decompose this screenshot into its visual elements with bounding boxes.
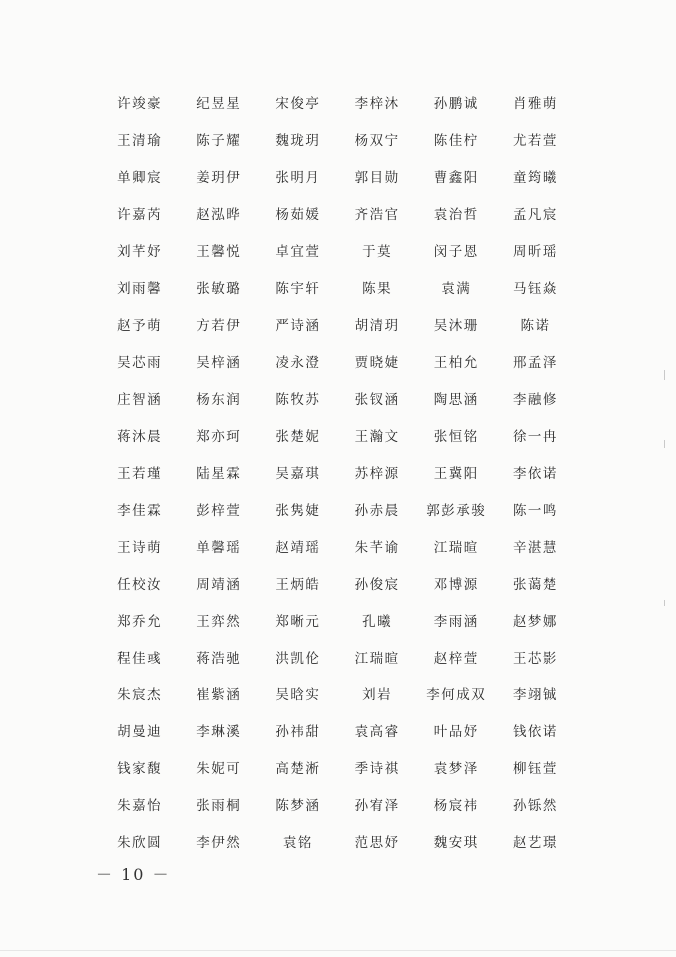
name-cell: 蒋浩驰 [196,650,242,667]
name-cell: 李梓沐 [354,96,400,113]
name-cell: 齐浩官 [354,207,400,224]
name-cell: 柳钰萱 [512,761,558,778]
name-list-grid [100,84,575,860]
name-cell: 王清瑜 [117,133,163,150]
name-cell: 钱依诺 [512,724,558,741]
name-cell: 王瀚文 [354,428,400,445]
name-cell: 李融修 [512,391,558,408]
name-row [100,158,575,195]
name-cell: 杨双宁 [354,133,400,150]
name-cell: 刘芊妤 [117,244,163,261]
name-cell: 钱家馥 [117,761,163,778]
name-cell: 朱妮可 [196,761,242,778]
name-cell: 魏安琪 [433,835,479,852]
name-cell: 赵艺璟 [512,835,558,852]
name-cell: 单卿宸 [117,170,163,187]
name-cell: 张蔼楚 [512,576,558,593]
name-cell: 王诗萌 [117,539,163,556]
name-cell: 孟凡宸 [512,207,558,224]
name-cell: 王柏允 [433,355,479,372]
name-cell: 江瑞暄 [433,539,479,556]
name-cell: 苏梓源 [354,465,400,482]
name-cell: 王若瑾 [117,465,163,482]
scan-edge-mark [664,440,665,448]
name-cell: 季诗祺 [354,761,400,778]
name-cell: 周昕瑶 [512,244,558,261]
name-row [100,343,575,380]
name-cell: 孔曦 [362,613,393,630]
name-cell: 辛湛慧 [512,539,558,556]
name-cell: 李佳霖 [117,502,163,519]
scan-edge-mark [664,600,665,606]
name-cell: 王冀阳 [433,465,479,482]
name-row [100,675,575,712]
name-row [100,601,575,638]
name-cell: 袁梦泽 [433,761,479,778]
name-cell: 张雨桐 [196,798,242,815]
name-cell: 崔紫涵 [196,687,242,704]
name-row [100,121,575,158]
name-cell: 郑晰元 [275,613,321,630]
name-row [100,823,575,860]
name-cell: 袁治哲 [433,207,479,224]
name-cell: 陈牧苏 [275,391,321,408]
name-cell: 张敏璐 [196,281,242,298]
name-cell: 李伊然 [196,835,242,852]
name-cell: 严诗涵 [275,318,321,335]
name-cell: 袁高睿 [354,724,400,741]
name-cell: 庄智涵 [117,391,163,408]
name-row [100,416,575,453]
name-cell: 孙俊宸 [354,576,400,593]
name-cell: 陈佳柠 [433,133,479,150]
name-cell: 陈果 [362,281,393,298]
name-cell: 赵予萌 [117,318,163,335]
name-row [100,269,575,306]
name-cell: 任校汝 [117,576,163,593]
name-cell: 吴梓涵 [196,355,242,372]
name-cell: 吴晗实 [275,687,321,704]
name-cell: 范思妤 [354,835,400,852]
name-cell: 郭彭承骏 [426,502,487,519]
name-cell: 邢孟泽 [512,355,558,372]
name-cell: 孙鹏诚 [433,96,479,113]
name-cell: 胡清玥 [354,318,400,335]
name-cell: 袁铭 [282,835,313,852]
name-cell: 姜玥伊 [196,170,242,187]
name-cell: 陆星霖 [196,465,242,482]
name-cell: 马钰焱 [512,281,558,298]
name-cell: 刘雨馨 [117,281,163,298]
name-cell: 袁满 [441,281,472,298]
name-cell: 于莫 [362,244,393,261]
name-cell: 赵梦娜 [512,613,558,630]
name-cell: 王馨悦 [196,244,242,261]
name-cell: 赵泓晔 [196,207,242,224]
name-row [100,638,575,675]
name-cell: 张钗涵 [354,391,400,408]
name-cell: 魏珑玥 [275,133,321,150]
name-cell: 王芯影 [512,650,558,667]
name-cell: 王弈然 [196,613,242,630]
name-cell: 郭目勋 [354,170,400,187]
name-cell: 邓博源 [433,576,479,593]
name-row [100,749,575,786]
name-cell: 陈诺 [520,318,551,335]
name-cell: 刘岩 [362,687,393,704]
name-row [100,490,575,527]
name-cell: 李何成双 [426,687,487,704]
name-cell: 陈一鸣 [512,502,558,519]
name-cell: 孙赤晨 [354,502,400,519]
name-cell: 肖雅萌 [512,96,558,113]
name-cell: 单馨瑶 [196,539,242,556]
name-cell: 李雨涵 [433,613,479,630]
name-cell: 李琳溪 [196,724,242,741]
name-cell: 凌永澄 [275,355,321,372]
name-cell: 宋俊亭 [275,96,321,113]
name-cell: 陈子耀 [196,133,242,150]
name-cell: 江瑞暄 [354,650,400,667]
name-cell: 闵子恩 [433,244,479,261]
scan-edge-mark [664,370,665,380]
name-cell: 彭梓萱 [196,502,242,519]
name-cell: 程佳彧 [117,650,163,667]
name-cell: 孙铄然 [512,798,558,815]
name-cell: 朱芊谕 [354,539,400,556]
name-cell: 陈梦涵 [275,798,321,815]
name-cell: 杨宸祎 [433,798,479,815]
name-cell: 朱宸杰 [117,687,163,704]
name-cell: 朱欣圆 [117,835,163,852]
name-cell: 王炳皓 [275,576,321,593]
name-row [100,564,575,601]
name-cell: 孙宥泽 [354,798,400,815]
name-cell: 张隽婕 [275,502,321,519]
name-cell: 叶品妤 [433,724,479,741]
name-cell: 卓宜萱 [275,244,321,261]
name-cell: 赵靖瑶 [275,539,321,556]
name-cell: 吴沐珊 [433,318,479,335]
name-row [100,380,575,417]
name-cell: 张明月 [275,170,321,187]
name-cell: 郑乔允 [117,613,163,630]
name-row [100,232,575,269]
name-row [100,453,575,490]
scan-bottom-edge [0,950,676,951]
name-cell: 郑亦珂 [196,428,242,445]
name-cell: 高楚淅 [275,761,321,778]
name-cell: 徐一冉 [512,428,558,445]
name-cell: 李依诺 [512,465,558,482]
name-cell: 杨茹媛 [275,207,321,224]
name-cell: 朱嘉怡 [117,798,163,815]
page-number: － 10 － [96,865,171,884]
name-cell: 张楚妮 [275,428,321,445]
name-cell: 陈宇轩 [275,281,321,298]
name-cell: 吴嘉琪 [275,465,321,482]
name-row [100,306,575,343]
name-cell: 张恒铭 [433,428,479,445]
name-cell: 尤若萱 [512,133,558,150]
name-row [100,527,575,564]
name-cell: 贾晓婕 [354,355,400,372]
name-cell: 蒋沐晨 [117,428,163,445]
name-cell: 洪凯伦 [275,650,321,667]
name-row [100,84,575,121]
name-row [100,786,575,823]
name-row [100,195,575,232]
name-cell: 方若伊 [196,318,242,335]
name-row [100,712,575,749]
name-cell: 曹鑫阳 [433,170,479,187]
name-cell: 许竣豪 [117,96,163,113]
name-cell: 孙祎甜 [275,724,321,741]
name-cell: 杨东润 [196,391,242,408]
name-cell: 许嘉芮 [117,207,163,224]
name-cell: 童筠曦 [512,170,558,187]
name-cell: 胡曼迪 [117,724,163,741]
name-cell: 吴芯雨 [117,355,163,372]
name-cell: 陶思涵 [433,391,479,408]
name-cell: 周靖涵 [196,576,242,593]
name-cell: 李翊铖 [512,687,558,704]
name-cell: 赵梓萱 [433,650,479,667]
name-cell: 纪昱星 [196,96,242,113]
